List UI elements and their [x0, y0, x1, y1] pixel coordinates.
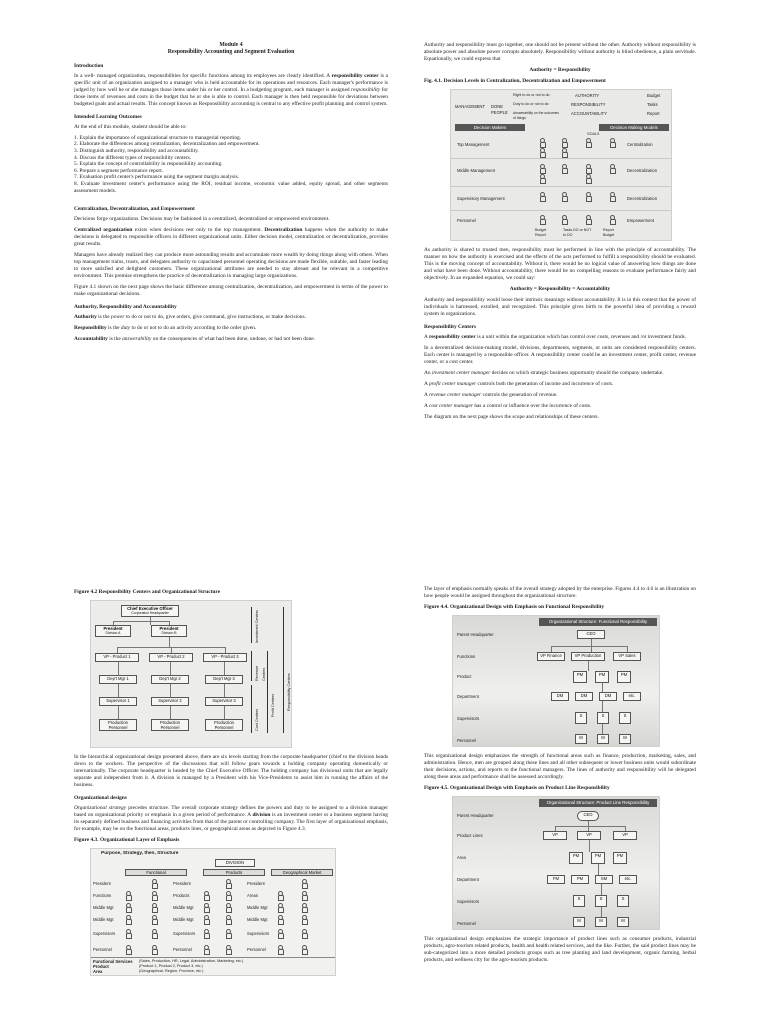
- fig44-box-m-1: M: [575, 734, 587, 744]
- person-icon: [301, 879, 306, 887]
- fig43-row-president: President: [93, 881, 111, 886]
- org-box-vp2: VP - Product 2: [149, 653, 193, 662]
- cde-heading: Centralization, Decentralization, and Empowerment: [74, 206, 195, 213]
- person-icon: [125, 915, 130, 923]
- fig45-row-supervisors: Supervisors: [457, 899, 480, 904]
- person-icon: [151, 903, 156, 911]
- fig44-box-etc: etc.: [623, 692, 641, 701]
- person-icon: [151, 879, 156, 887]
- fig45-header: Organizational Structure: Product Line Responsibility: [539, 799, 657, 807]
- fig44-row-supervisors: Supervisors: [457, 716, 480, 721]
- fig45-box-pm-dept: PM: [571, 875, 589, 884]
- org-label-investment-centers: Investment Centers: [255, 610, 259, 643]
- list-item: 3. Distinguish authority, responsibility and accountability.: [74, 148, 199, 154]
- fig45-row-area: Area: [457, 855, 466, 860]
- accountability-definition: Accountability is the answerability on the consequences of what had been done, undone, or had not been done.: [74, 336, 316, 343]
- fig44-box-m-3: M: [619, 734, 631, 744]
- person-icon: [203, 891, 208, 899]
- fig44-box-dm-1: DM: [551, 692, 569, 701]
- fig44-row-functions: Functions: [457, 654, 476, 659]
- org-box-vp3: VP - Product 3: [203, 653, 247, 662]
- p4-mid-paragraph: This organizational design emphasizes the strength of functional areas such as finance, production, marketing, sales, and administration. Hence, men are grouped along these lines and all other subsequent or lower business units would subordinate their decisions, actions, and reports to the functional managers. The lines of authority and responsibility will be delegated along these areas and performance shall be assessed accordingly.: [424, 753, 696, 780]
- person-icon: [301, 929, 306, 937]
- person-icon: [585, 215, 590, 223]
- outcomes-list: [74, 135, 388, 194]
- fig41-header-decision-models: Decision Making Models: [599, 124, 669, 131]
- p3-paragraph-1: In the hierarchical organizational design presented above, there are six levels starting from the corporate headquarter (chief to the division heads down to the workers. The perspective of the discussions that will follow gears towards a holding company operating domestically or internationally. The corporate headquarter is headed by the Chief Executive Officer. The holding company has divisional units that are legally separate and independent from it. A division is managed by a President with his Vice-Presidents to assist him in running the affairs of the business.: [74, 754, 388, 788]
- figure-4-1-caption: Fig. 4.1. Decision Levels in Centralization, Decentralization and Empowerment: [424, 78, 606, 84]
- fig43-row-personnel: Personnel: [93, 947, 112, 952]
- fig43-row-functions: Functions: [93, 893, 112, 898]
- fig45-box-pm-2: PM: [591, 852, 605, 864]
- person-icon: [539, 164, 544, 172]
- person-icon: [225, 879, 230, 887]
- page-1: [74, 42, 388, 502]
- rc-heading: Responsibility Centers: [424, 324, 476, 330]
- fig41-label-duty: Duty to do or not to do: [513, 102, 549, 106]
- fig43-col3-president: President: [247, 881, 265, 886]
- fig45-row-product-lines: Product Lines: [457, 833, 483, 838]
- module-number: Module 4: [219, 42, 243, 48]
- fig41-label-tasks: Tasks: [647, 102, 658, 107]
- person-icon: [203, 929, 208, 937]
- fig43-row-middle-2: Middle Mgt: [93, 917, 114, 922]
- person-icon: [539, 174, 544, 182]
- org-label-cost-centers: Cost Centers: [255, 708, 259, 731]
- module-name: Responsibility Accounting and Segment Evaluation: [167, 49, 295, 56]
- org-label-responsibility-centers: Responsibility Centers: [287, 673, 291, 711]
- person-icon: [203, 915, 208, 923]
- person-icon: [561, 138, 566, 146]
- figure-4-2-caption: Figure 4.2 Responsibility Centers and Organizational Structure: [74, 589, 221, 595]
- cde-paragraph-3: Managers have already realized they can produce more astounding results and accumulate more wealth by doing things along with others. When top management trains, trusts, and delegates authority to capacitated personnel operating decisions are made flexible, suitable, and faster leading to more satisfied and delighted customers. These organizational attributes are needed to stay abreast and be relevant in a competitive environment. This premise strengthens the practice of decentralization in managing large organizations.: [74, 252, 388, 280]
- person-icon: [151, 915, 156, 923]
- fig44-box-pm-2: PM: [595, 671, 609, 683]
- person-icon: [225, 915, 230, 923]
- person-icon: [301, 891, 306, 899]
- list-item: 6. Prepare a segment performance report.: [74, 167, 164, 174]
- fig43-header: Purpose, Strategy, then, Structure: [101, 851, 179, 856]
- person-icon: [125, 891, 130, 899]
- org-box-s3: Supervisor 3: [205, 697, 243, 706]
- fig41-label-accountability: ACCOUNTABILITY: [571, 111, 607, 116]
- outcomes-heading: Intended Learning Outcomes: [74, 113, 142, 120]
- person-icon: [225, 903, 230, 911]
- fig44-box-m-2: M: [597, 734, 609, 744]
- person-icon: [203, 903, 208, 911]
- equation-2: Authority = Responsibility = Accountability: [509, 286, 611, 292]
- figure-4-3: [90, 848, 336, 976]
- org-box-s2: Supervisor 2: [151, 697, 189, 706]
- figure-4-3-caption: Figure 4.3. Organizational Layer of Emphasis: [74, 837, 180, 843]
- fig43-col3-supervisors: Supervisors: [247, 931, 270, 936]
- list-item: 2. Elaborate the differences among centralization, decentralization and empowerment.: [74, 141, 260, 148]
- authority-definition: Authority is the power to do or not to do, give orders, give command, give instructions, or make decisions.: [74, 314, 306, 321]
- fig45-box-vp-2: VP: [577, 831, 601, 840]
- fig43-foot-label-2: Product: [93, 964, 109, 969]
- person-icon: [225, 945, 230, 953]
- page-2: [424, 42, 696, 502]
- fig43-row-supervisors: Supervisors: [93, 931, 116, 936]
- org-box-dm2: Dep't Mgr 2: [151, 675, 189, 684]
- ara-heading: Authority, Responsibility and Accountability: [74, 304, 177, 311]
- fig45-box-vp-1: VP: [543, 831, 567, 840]
- fig45-box-fm: FM: [547, 875, 565, 884]
- person-icon: [301, 945, 306, 953]
- org-box-dm1: Dep't Mgr 1: [99, 675, 137, 684]
- cde-paragraph-2: Centralized organization exists when decisions rest only to the top management. Decentralization happens when the authority to make decisions is delegated to responsible officers in different organizational units. Either decision model, centralization or decentralization, provides great results.: [74, 227, 388, 248]
- person-icon: [561, 215, 566, 223]
- person-icon: [561, 164, 566, 172]
- org-box-s1: Supervisor 1: [99, 697, 137, 706]
- fig43-col2-personnel: Personnel: [173, 947, 192, 952]
- person-icon: [151, 891, 156, 899]
- person-icon: [151, 929, 156, 937]
- fig41-row-personnel: Personnel: [457, 218, 476, 223]
- person-icon: [277, 945, 282, 953]
- module-title: [74, 42, 388, 57]
- cde-paragraph-1: Decisions forge organizations. Decisions may be fashioned in a centralized, decentralized or empowered environment.: [74, 216, 330, 223]
- fig41-label-report: Report: [647, 111, 660, 116]
- person-icon: [585, 164, 590, 172]
- fig43-col3-areas: Areas: [247, 893, 258, 898]
- fig45-box-vp-3: VP: [613, 831, 637, 840]
- list-item: 5. Explain the concept of controllability in responsibility accounting.: [74, 161, 223, 168]
- figure-4-2: [90, 600, 292, 748]
- responsibility-definition: Responsibility is the duty to do or not to do an activity according to the order given.: [74, 325, 257, 332]
- list-item: 4. Discuss the different types of responsibility centers.: [74, 154, 192, 161]
- person-icon: [539, 215, 544, 223]
- fig45-row-parent: Parent Headquarter: [457, 813, 494, 818]
- fig45-box-s-1: S: [573, 895, 585, 907]
- fig44-box-pm-3: PM: [617, 671, 631, 683]
- intro-heading: Introduction: [74, 62, 104, 69]
- fig43-col2-middle-2: Middle Mgt: [173, 917, 194, 922]
- od-heading: Organizational designs: [74, 795, 127, 801]
- rc-paragraph-4: A profit center manager controls both the generation of income and incurrence of costs.: [424, 381, 614, 387]
- fig43-division: DIVISION: [215, 859, 255, 867]
- fig41-row-supervisory: Supervisory Management: [457, 196, 505, 201]
- fig45-row-personnel: Personnel: [457, 921, 476, 926]
- fig41-header-decision-makers: Decision Makers: [455, 124, 525, 131]
- fig45-box-m-3: M: [617, 917, 629, 927]
- figure-4-5-caption: Figure 4.5. Organizational Design with Emphasis on Product Line Responsibility: [424, 785, 610, 791]
- fig41-row-top: Top Management: [457, 142, 490, 147]
- person-icon: [151, 945, 156, 953]
- fig41-model-decentralization: Decentralization: [627, 168, 658, 173]
- person-icon: [125, 903, 130, 911]
- fig41-label-management: MANAGEMENT: [455, 104, 486, 109]
- person-icon: [301, 915, 306, 923]
- fig41-model-centralization: Centralization: [627, 142, 653, 147]
- fig43-row-middle-1: Middle Mgt: [93, 905, 114, 910]
- org-box-dm3: Dep't Mgr 3: [205, 675, 243, 684]
- person-icon: [561, 148, 566, 156]
- fig41-foot-budget: Budget Report: [535, 228, 547, 237]
- figure-4-1: [450, 89, 672, 241]
- list-item: 7. Evaluation profit center's performance using the segment margin analysis.: [74, 174, 240, 181]
- fig44-box-s-3: S: [619, 712, 631, 724]
- page-3: [74, 586, 388, 1018]
- fig43-col2-supervisors: Supervisors: [173, 931, 196, 936]
- figure-4-5: [452, 796, 660, 930]
- p2-mid-paragraph: As authority is shared to trusted men, responsibility must be performed in line with the principle of accountability. The manner on how the authority is exercised and the effects of the acts performed to fulfill a responsibility should be evaluated. This is the moving concept of accountability. Without it, there would be no logical value of answering how things are done and what have been done. Without accountability, there would be no compelling reasons to evaluate performance fairly and objectively. In an expanded equation, we could say:: [424, 247, 696, 281]
- fig41-label-people: PEOPLE: [491, 110, 508, 115]
- org-label-revenue-centers: Revenue Centers: [255, 665, 266, 681]
- fig43-col2-products: Products: [173, 893, 190, 898]
- fig43-col2-president: President: [173, 881, 191, 886]
- org-box-pp1: Production Personnel: [99, 719, 137, 731]
- person-icon: [561, 192, 566, 200]
- fig41-label-answer: Answerability on the outcomes of things: [513, 111, 559, 120]
- rc-paragraph-5: A revenue center manager controls the generation of revenue.: [424, 392, 558, 398]
- fig44-box-dm-2: DM: [575, 692, 593, 701]
- fig41-model-decentralization-2: Decentralization: [627, 196, 658, 201]
- person-icon: [609, 138, 614, 146]
- fig45-box-s-3: S: [617, 895, 629, 907]
- fig45-box-ceo: CEO: [577, 811, 599, 821]
- person-icon: [225, 929, 230, 937]
- fig43-col3-personnel: Personnel: [247, 947, 266, 952]
- fig45-box-pm-1: PM: [569, 852, 583, 864]
- fig43-foot-label-3: Area: [93, 969, 103, 974]
- person-icon: [277, 915, 282, 923]
- person-icon: [539, 138, 544, 146]
- org-box-pp2: Production Personnel: [151, 719, 189, 731]
- rc-paragraph-6: A cost center manager has a control or influence over the incurrence of costs.: [424, 403, 592, 409]
- fig44-box-dm-3: DM: [599, 692, 617, 701]
- outcomes-intro: At the end of this module, student should be able to:: [74, 123, 187, 130]
- fig43-foot-label-1: Functional Services: [93, 959, 133, 964]
- fig43-geo: Geographical Market: [271, 869, 333, 876]
- fig43-col3-middle-2: Middle Mgt: [247, 917, 268, 922]
- person-icon: [609, 164, 614, 172]
- fig44-box-vp-finance: VP Finance: [537, 652, 565, 661]
- fig44-box-pm-1: PM: [573, 671, 587, 683]
- fig45-box-pm-3: PM: [613, 852, 627, 864]
- fig44-box-ceo: CEO: [577, 630, 605, 639]
- fig41-row-middle: Middle Management: [457, 168, 495, 173]
- fig41-label-responsibility: RESPONSIBILITY: [571, 102, 606, 107]
- org-box-vp1: VP - Product 1: [95, 653, 139, 662]
- rc-paragraph-2: In a decentralized decision-making model, divisions, departments, segments, or units are considered responsibility centers. Each center is managed by a responsible officer. A responsibility center could be an investment center, profit center, revenue center, or a cost center.: [424, 345, 696, 365]
- fig44-box-vp-sales: VP Sales: [613, 652, 641, 661]
- fig43-functional: Functional: [125, 869, 187, 876]
- page-4: [424, 586, 696, 1018]
- fig41-model-empowerment: Empowerment: [627, 218, 654, 223]
- fig45-row-department: Department: [457, 877, 479, 882]
- fig43-col3-middle-1: Middle Mgt: [247, 905, 268, 910]
- person-icon: [277, 891, 282, 899]
- fig45-box-etc: etc.: [619, 875, 637, 884]
- fig45-box-m-1: M: [573, 917, 585, 927]
- fig41-label-goals: GOALS: [587, 132, 600, 136]
- person-icon: [301, 903, 306, 911]
- fig44-box-s-2: S: [597, 712, 609, 724]
- fig41-foot-tasks: Tasks DO or NOT to DO: [563, 228, 592, 237]
- fig44-row-department: Department: [457, 694, 479, 699]
- fig41-foot-report: Report Budget: [603, 228, 615, 237]
- rc-paragraph-1: A responsibility center is a unit within the organization which has control over costs, revenues and /or investment funds.: [424, 334, 687, 340]
- fig44-box-s-1: S: [575, 712, 587, 724]
- p4-intro-paragraph: The layer of emphasis normally speaks of the overall strategy adopted by the enterprise. Figures 4.4 to 4.6 is an illustration on how people would be assigned throughout the organizational structure.: [424, 586, 696, 599]
- p2-mid-paragraph-2: Authority and responsibility would loose their intrinsic meanings without accountability. It is in this context that the power of individuals is harnessed, extolled, and recognized. This principle gives birth to the powerful idea of providing a reward system in organizations.: [424, 297, 696, 317]
- org-box-president-a: President Division A: [95, 625, 131, 637]
- fig44-row-parent: Parent Headquarter: [457, 632, 494, 637]
- fig43-products: Products: [203, 869, 265, 876]
- fig41-label-right: Right to do or not to do: [513, 93, 550, 97]
- equation-1: Authority = Responsibility: [529, 67, 591, 73]
- person-icon: [277, 903, 282, 911]
- p4-bottom-paragraph: This organizational design emphasizes the strategic importance of product lines such as consumer products, industrial products, agro-tourism related products, health and health related services, and the like. Further, the said product lines may be sub-categorized into a more detailed products groups such as tree planting and land development, organic farming, herbal products, and wellness city for the agro-tourism products.: [424, 936, 696, 963]
- fig44-row-product: Product: [457, 674, 472, 679]
- org-box-president-b: President Division B: [151, 625, 187, 637]
- person-icon: [203, 945, 208, 953]
- person-icon: [585, 174, 590, 182]
- fig45-box-sm: SM: [595, 875, 613, 884]
- person-icon: [585, 192, 590, 200]
- person-icon: [609, 192, 614, 200]
- fig43-foot-value-2: (Product 1, Product 2, Product 3, etc.): [139, 964, 203, 968]
- person-icon: [539, 148, 544, 156]
- list-item: 1. Explain the importance of organizational structure to managerial reporting.: [74, 134, 242, 141]
- figure-4-4: [452, 615, 660, 747]
- fig44-row-personnel: Personnel: [457, 738, 476, 743]
- fig45-box-m-2: M: [595, 917, 607, 927]
- list-item: 8. Evaluate investment center's performance using the ROI, residual income, economic value added, equity spread, and other segments assessment models.: [74, 180, 388, 194]
- fig43-foot-value-1: (Sales, Production, HR, Legal, Administration, Marketing, etc.): [139, 959, 244, 963]
- intro-paragraph: In a well- managed organization, responsibilities for specific functions among its employees are clearly identified. A responsibility center is a specific unit of an organization assigned to a manager who is held accountable for its operations and resources. Each manager's performance is judged by how well he or she manages those items under his or her control. In a budgeting program, each manager is assigned responsibility for those items of revenues and costs in the budget that he or she is able to control. Each manager is then held responsible for deviations between budgeted goals and actual results. This concept known as Responsibility accounting is central to any effective profit planning and control system.: [74, 72, 388, 107]
- fig44-box-vp-production: VP Production: [571, 652, 605, 661]
- fig41-label-done: DONE: [491, 104, 504, 109]
- org-label-profit-centers: Profit Centers: [271, 693, 275, 717]
- figure-4-4-caption: Figure 4.4. Organizational Design with Emphasis on Functional Responsibility: [424, 604, 605, 610]
- rc-paragraph-7: The diagram on the next page shows the scope and relationships of these centers.: [424, 414, 599, 420]
- person-icon: [585, 138, 590, 146]
- fig43-col2-middle-1: Middle Mgt: [173, 905, 194, 910]
- p2-intro-paragraph: Authority and responsibility must go together, one should not be present without the other. Authority without responsibility is absolute power and absolute power corrupts absolutely. Responsibility without authority is blind obedience, a plain servitude. Equationally, we could express that: [424, 42, 696, 62]
- fig41-label-budget: Budget: [647, 93, 661, 98]
- fig44-header: Organizational Structure: Functional Responsibility: [539, 618, 657, 626]
- person-icon: [225, 891, 230, 899]
- person-icon: [277, 929, 282, 937]
- cde-paragraph-4: Figure 4.1 shown on the next page shows the basic difference among centralization, decentralization, and empowerment in terms of the power to make organizational decisions.: [74, 284, 388, 298]
- od-paragraph: Organizational strategy precedes structure. The overall corporate strategy defines the powers and duty to be assigned to a division manager based on organizational priority or emphasis in a given period of performance. A division is an investment center or a business segment having its separately defined business and financing activities from that of the parent or controlling company. The first layer of organizational emphasis, for example, may be on the functional areas, products lines, or geographical areas as depicted in Figure 4.3.: [74, 805, 388, 832]
- fig41-label-authority: AUTHORITY: [575, 93, 600, 98]
- org-box-pp3: Production Personnel: [205, 719, 243, 731]
- org-box-ceo: Chief Executive Officer Corporation Headquarter: [121, 605, 179, 617]
- person-icon: [609, 215, 614, 223]
- person-icon: [125, 929, 130, 937]
- rc-paragraph-3: An investment center manager decides on which strategic business opportunity should the company undertake.: [424, 370, 664, 376]
- person-icon: [125, 945, 130, 953]
- fig45-box-s-2: S: [595, 895, 607, 907]
- fig43-foot-value-3: (Geographical, Region, Province, etc.): [139, 969, 204, 973]
- person-icon: [539, 192, 544, 200]
